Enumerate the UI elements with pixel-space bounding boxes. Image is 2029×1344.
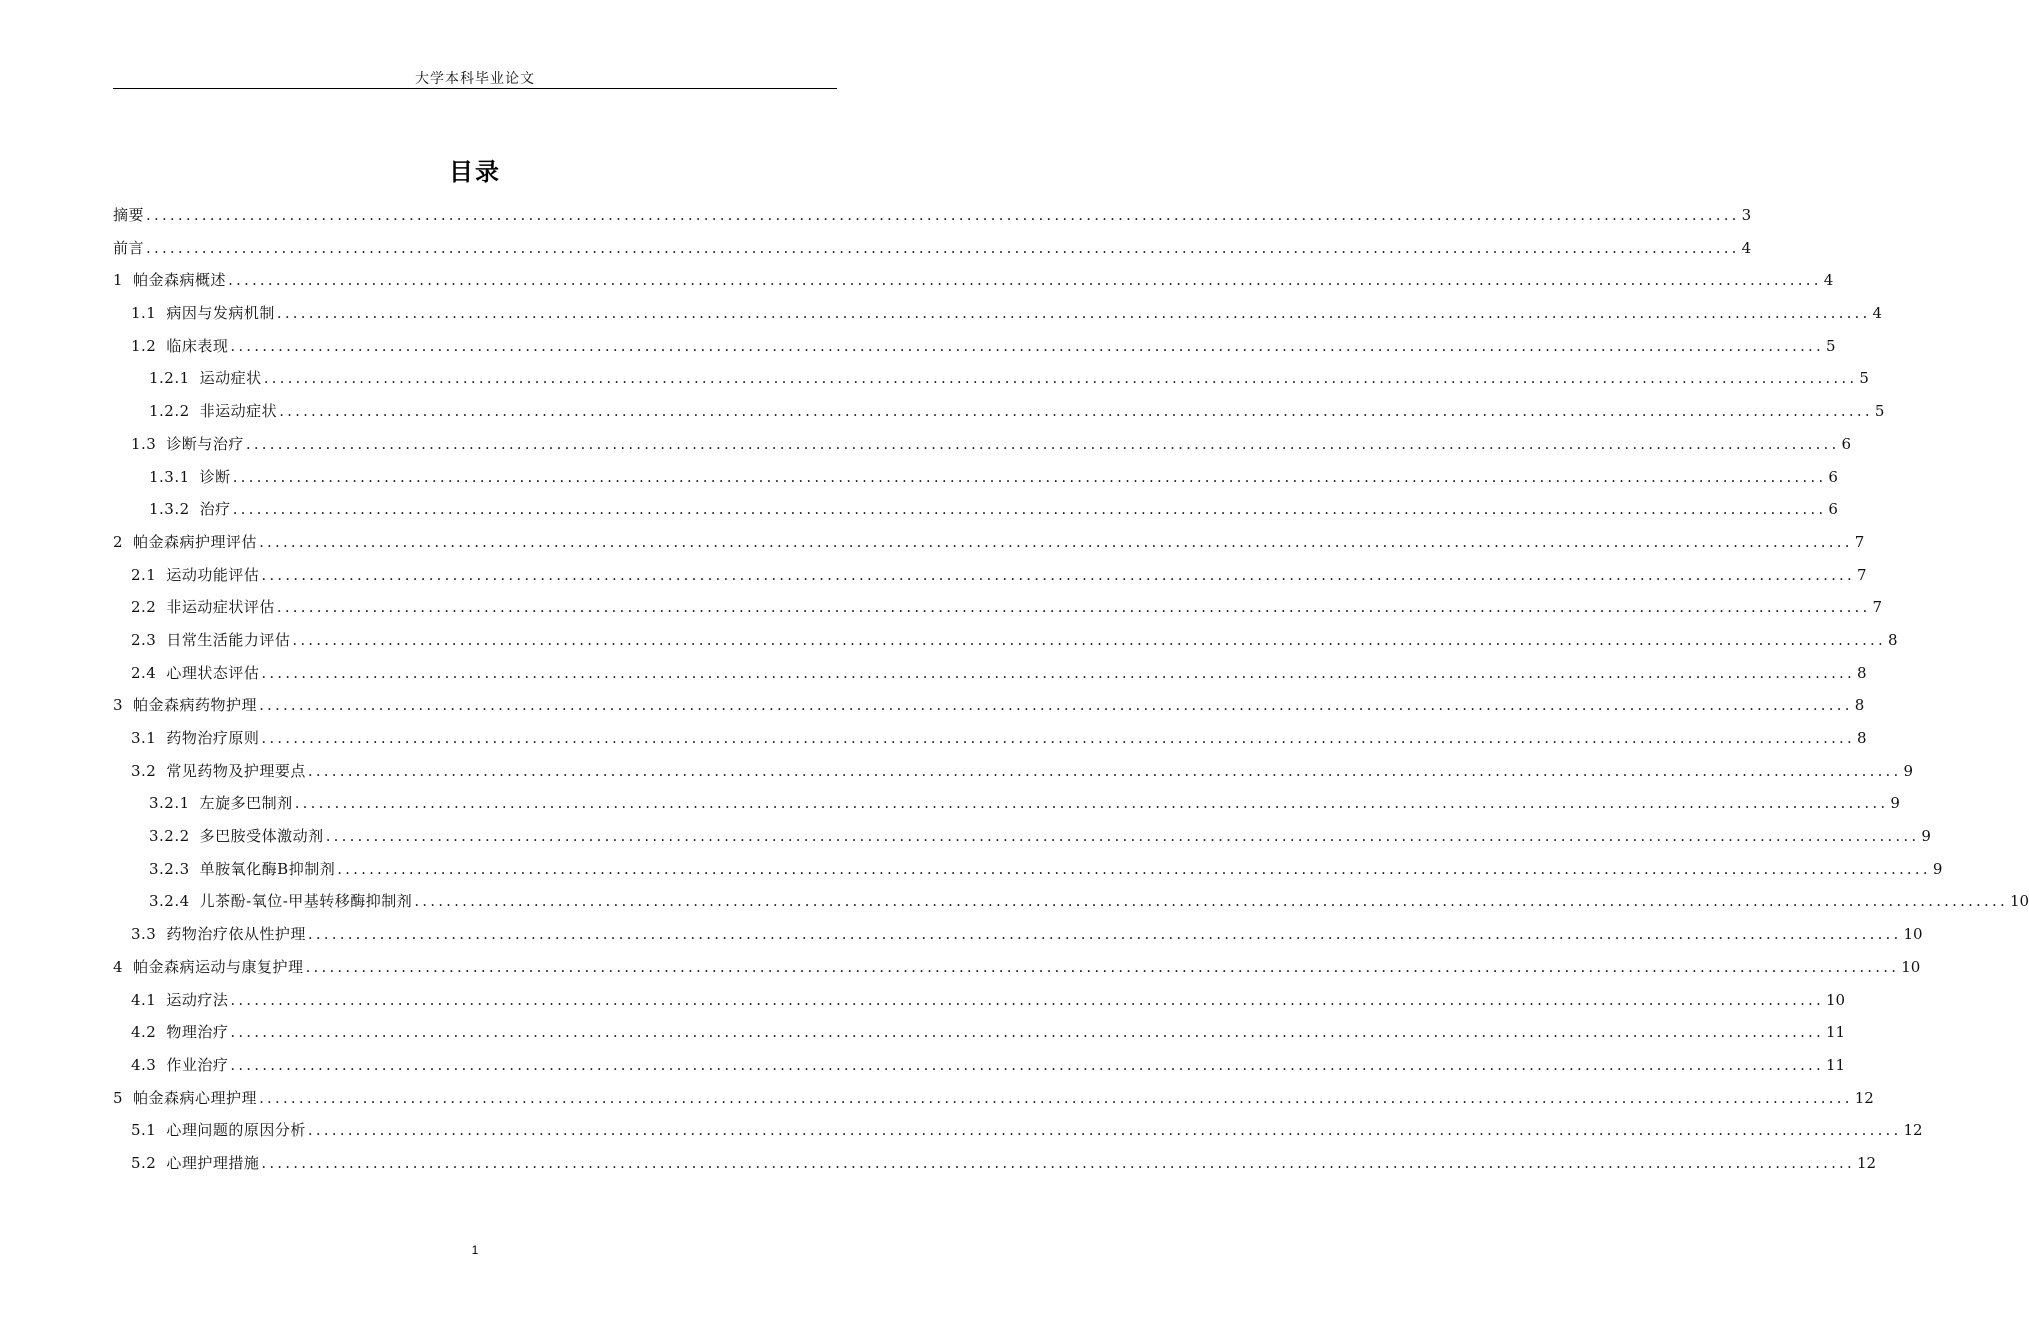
dot-leader: ........................................................................................................................................................................................................	[325, 827, 1920, 846]
toc-entry-label: 单胺氧化酶B抑制剂	[199, 859, 336, 878]
dot-leader: ........................................................................................................................................................................................................	[146, 238, 1740, 257]
toc-entry[interactable]	[113, 297, 1883, 330]
dot-leader: ........................................................................................................................................................................................................	[307, 1121, 1902, 1140]
dot-leader: ........................................................................................................................................................................................................	[232, 500, 1827, 519]
dot-leader: ........................................................................................................................................................................................................	[263, 369, 1858, 388]
toc-entry-label: 药物治疗原则	[166, 729, 260, 747]
toc-entry[interactable]	[113, 918, 1923, 951]
toc-entry-label: 心理状态评估	[166, 663, 260, 682]
toc-entry-label: 摘要	[113, 206, 145, 224]
running-header: 大学本科毕业论文	[415, 71, 535, 87]
toc-entry-label: 日常生活能力评估	[166, 630, 291, 649]
toc-entry-number: 4.2	[131, 1023, 157, 1042]
toc-entry-page: 4	[1741, 238, 1752, 257]
dot-leader: ........................................................................................................................................................................................................	[261, 663, 1855, 682]
toc-entry[interactable]	[113, 1049, 1846, 1082]
toc-entry-number: 2.1	[131, 565, 157, 584]
toc-entry-page: 8	[1854, 696, 1865, 715]
toc-entry[interactable]	[113, 1114, 1923, 1147]
toc-entry[interactable]	[113, 1082, 1874, 1115]
dot-leader: ........................................................................................................................................................................................................	[259, 696, 1853, 715]
toc-entry-label: 儿茶酚-氧位-甲基转移酶抑制剂	[199, 892, 413, 911]
toc-entry-page: 12	[1854, 1088, 1874, 1107]
toc-entry-label: 多巴胺受体激动剂	[199, 827, 324, 846]
toc-entry[interactable]	[113, 787, 1900, 820]
toc-entry-page: 4	[1872, 304, 1883, 323]
toc-entry-page: 9	[1890, 794, 1900, 813]
dot-leader: ........................................................................................................................................................................................................	[307, 761, 1902, 780]
toc-entry-number: 3.1	[131, 729, 157, 747]
toc-entry-number: 3.2.2	[149, 827, 190, 846]
toc-entry-page: 9	[1932, 859, 1943, 878]
dot-leader: ........................................................................................................................................................................................................	[261, 729, 1855, 747]
toc-entry-number: 1.2.1	[149, 369, 190, 388]
dot-leader: ........................................................................................................................................................................................................	[307, 925, 1902, 944]
toc-entry-label: 治疗	[199, 500, 231, 519]
toc-entry-number: 3	[113, 696, 124, 715]
dot-leader: ........................................................................................................................................................................................................	[279, 402, 1873, 421]
toc-entry-number: 1.2.2	[149, 402, 190, 421]
dot-leader: ........................................................................................................................................................................................................	[230, 336, 1824, 355]
toc-entry-number: 3.2	[131, 761, 157, 780]
toc-entry-number: 3.2.1	[149, 794, 190, 813]
toc-entry-label: 帕金森病心理护理	[133, 1088, 258, 1107]
dot-leader: ........................................................................................................................................................................................................	[261, 1153, 1855, 1172]
dot-leader: ........................................................................................................................................................................................................	[259, 532, 1853, 551]
toc-entry-label: 前言	[113, 238, 145, 257]
dot-leader: ........................................................................................................................................................................................................	[337, 859, 1931, 878]
toc-entry-number: 5.1	[131, 1121, 157, 1140]
toc-entry-page: 6	[1841, 434, 1852, 453]
toc-entry-page: 8	[1857, 729, 1867, 747]
toc-entry[interactable]	[113, 559, 1867, 592]
dot-leader: ........................................................................................................................................................................................................	[228, 271, 1822, 290]
toc-entry-number: 2.3	[131, 630, 157, 649]
toc-entry[interactable]	[113, 885, 2029, 918]
toc-entry-label: 药物治疗依从性护理	[166, 925, 306, 944]
toc-entry-page: 4	[1823, 271, 1834, 290]
toc-entry-number: 2	[113, 532, 124, 551]
toc-entry[interactable]	[113, 591, 1883, 624]
dot-leader: ........................................................................................................................................................................................................	[276, 598, 1871, 617]
header-rule	[113, 88, 837, 89]
toc-entry-page: 12	[1903, 1121, 1923, 1140]
toc-entry-page: 7	[1854, 532, 1865, 551]
toc-entry-page: 8	[1888, 630, 1898, 649]
toc-entry-label: 常见药物及护理要点	[166, 761, 306, 780]
dot-leader: ........................................................................................................................................................................................................	[414, 892, 2008, 911]
toc-entry-number: 2.2	[131, 598, 157, 617]
dot-leader: ........................................................................................................................................................................................................	[230, 1023, 1824, 1042]
toc-entry[interactable]	[113, 984, 1846, 1017]
toc-entry[interactable]	[113, 951, 1921, 984]
toc-entry[interactable]	[113, 624, 1898, 657]
toc-entry-label: 运动疗法	[166, 990, 229, 1009]
dot-leader: ........................................................................................................................................................................................................	[232, 467, 1827, 486]
toc-entry-label: 帕金森病运动与康复护理	[133, 957, 304, 976]
toc-entry-number: 3.3	[131, 925, 157, 944]
toc-entry[interactable]	[113, 199, 1752, 232]
toc-entry[interactable]	[113, 232, 1752, 265]
toc-entry-number: 3.2.3	[149, 859, 190, 878]
dot-leader: ........................................................................................................................................................................................................	[230, 1055, 1824, 1074]
toc-entry[interactable]	[113, 264, 1834, 297]
toc-entry-label: 临床表现	[166, 336, 229, 355]
toc-entry-label: 心理问题的原因分析	[166, 1121, 306, 1140]
toc-entry-page: 10	[1903, 925, 1923, 944]
toc-entry[interactable]	[113, 395, 1885, 428]
toc-entry-label: 非运动症状评估	[166, 598, 275, 617]
toc-entry-page: 11	[1826, 1055, 1846, 1074]
dot-leader: ........................................................................................................................................................................................................	[259, 1088, 1853, 1107]
toc-entry[interactable]	[113, 362, 1869, 395]
toc-entry[interactable]	[113, 853, 1943, 886]
dot-leader: ........................................................................................................................................................................................................	[305, 957, 1900, 976]
toc-entry-page: 6	[1828, 500, 1838, 519]
toc-entry-number: 5	[113, 1088, 124, 1107]
toc-entry-number: 5.2	[131, 1153, 157, 1172]
toc-entry-page: 10	[2009, 892, 2029, 911]
toc-entry[interactable]	[113, 526, 1865, 559]
toc-entry-number: 1.2	[131, 336, 157, 355]
toc-entry-page: 3	[1741, 206, 1752, 224]
toc-entry-page: 8	[1857, 663, 1867, 682]
dot-leader: ........................................................................................................................................................................................................	[230, 990, 1824, 1009]
toc-entry-label: 帕金森病护理评估	[133, 532, 258, 551]
toc-entry-label: 心理护理措施	[166, 1153, 260, 1172]
table-of-contents	[113, 199, 2029, 1180]
toc-entry-label: 诊断与治疗	[166, 434, 244, 453]
toc-entry[interactable]	[113, 657, 1867, 690]
dot-leader: ........................................................................................................................................................................................................	[276, 304, 1871, 323]
toc-entry-page: 9	[1921, 827, 1931, 846]
toc-entry-label: 作业治疗	[166, 1055, 229, 1074]
dot-leader: ........................................................................................................................................................................................................	[261, 565, 1855, 584]
toc-entry[interactable]	[113, 493, 1838, 526]
toc-entry-page: 10	[1901, 957, 1921, 976]
dot-leader: ........................................................................................................................................................................................................	[292, 630, 1886, 649]
toc-entry[interactable]	[113, 755, 1914, 788]
toc-entry[interactable]	[113, 1147, 1877, 1180]
toc-entry[interactable]	[113, 428, 1852, 461]
toc-entry-number: 1.3	[131, 434, 157, 453]
toc-entry-number: 4.1	[131, 990, 157, 1009]
toc-entry[interactable]	[113, 820, 1931, 853]
toc-entry-page: 5	[1826, 336, 1836, 355]
dot-leader: ........................................................................................................................................................................................................	[294, 794, 1889, 813]
toc-entry-number: 1.1	[131, 304, 157, 323]
toc-entry-number: 1	[113, 271, 124, 290]
toc-entry-number: 1.3.2	[149, 500, 190, 519]
page-number: 1	[471, 1243, 479, 1257]
toc-entry-label: 运动症状	[199, 369, 262, 388]
toc-entry-page: 7	[1872, 598, 1883, 617]
toc-entry-label: 非运动症状	[199, 402, 278, 421]
toc-entry-label: 帕金森病概述	[133, 271, 227, 290]
toc-entry-label: 运动功能评估	[166, 565, 260, 584]
toc-entry[interactable]	[113, 330, 1836, 363]
toc-entry-label: 左旋多巴制剂	[199, 794, 293, 813]
toc-entry-page: 5	[1874, 402, 1885, 421]
toc-entry-number: 4.3	[131, 1055, 157, 1074]
toc-entry-page: 7	[1857, 565, 1867, 584]
toc-entry-label: 帕金森病药物护理	[133, 696, 258, 715]
toc-entry-number: 2.4	[131, 663, 157, 682]
toc-entry[interactable]	[113, 689, 1865, 722]
toc-entry[interactable]	[113, 1016, 1846, 1049]
toc-entry-page: 11	[1826, 1023, 1846, 1042]
toc-title: 目录	[449, 158, 501, 186]
toc-entry-number: 1.3.1	[149, 467, 190, 486]
toc-entry-page: 12	[1857, 1153, 1877, 1172]
toc-entry-label: 诊断	[199, 467, 231, 486]
toc-entry-page: 9	[1903, 761, 1914, 780]
toc-entry-label: 物理治疗	[166, 1023, 229, 1042]
toc-entry[interactable]	[113, 461, 1838, 494]
toc-entry-page: 10	[1826, 990, 1846, 1009]
toc-entry-page: 6	[1828, 467, 1838, 486]
toc-entry-page: 5	[1859, 369, 1869, 388]
toc-entry[interactable]	[113, 722, 1867, 755]
toc-entry-label: 病因与发病机制	[166, 304, 275, 323]
toc-entry-number: 3.2.4	[149, 892, 190, 911]
dot-leader: ........................................................................................................................................................................................................	[245, 434, 1840, 453]
toc-entry-number: 4	[113, 957, 124, 976]
dot-leader: ........................................................................................................................................................................................................	[146, 206, 1740, 224]
